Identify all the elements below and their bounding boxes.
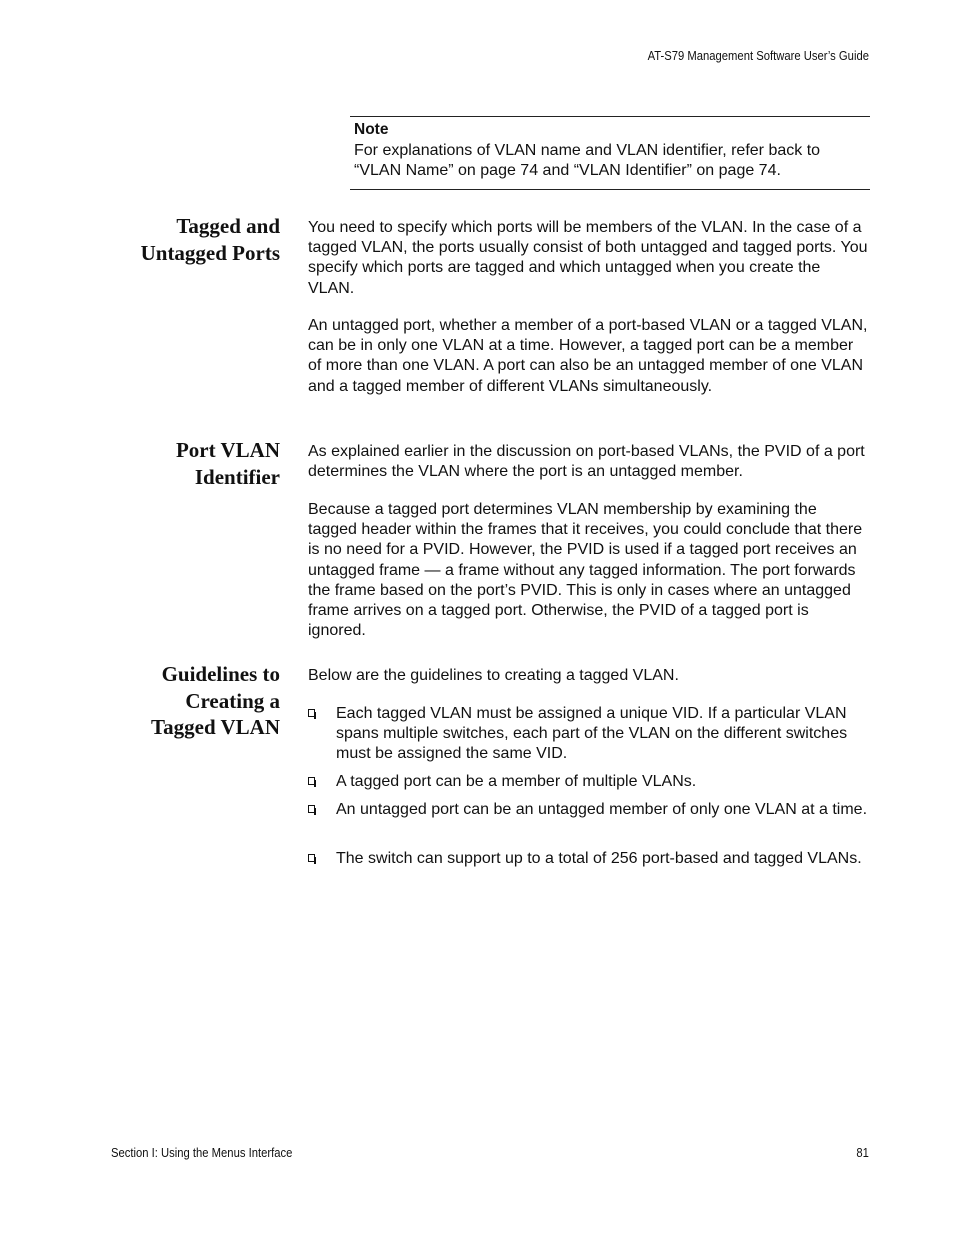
- list-item-text: A tagged port can be a member of multiple VLANs.: [336, 773, 697, 790]
- page-number: 81: [856, 1146, 869, 1160]
- note-label: Note: [354, 121, 389, 138]
- checkbox-bullet-icon: [308, 709, 315, 717]
- heading-line: Tagged and: [176, 214, 280, 238]
- note-box: [350, 116, 870, 190]
- paragraph: An untagged port, whether a member of a port-based VLAN or a tagged VLAN, can be in only one VLAN at a time. However, a tagged port can be a member of more than one VLAN. A port can also be an untagged member of one VLAN and a tagged member of different VLANs simultaneously.: [308, 317, 868, 395]
- section-heading-port-vlan-identifier: [80, 437, 280, 490]
- paragraph: Below are the guidelines to creating a tagged VLAN.: [308, 667, 679, 684]
- paragraph: You need to specify which ports will be members of the VLAN. In the case of a tagged VLAN, the ports usually consist of both untagged and tagged ports. You specify which ports are tagged and which untagged when you create the VLAN.: [308, 219, 868, 297]
- section-heading-tagged-untagged-ports: [80, 213, 280, 266]
- list-item-text: An untagged port can be an untagged member of only one VLAN at a time.: [336, 801, 868, 818]
- section-heading-guidelines-tagged-vlan: [80, 661, 280, 741]
- paragraph: As explained earlier in the discussion on port-based VLANs, the PVID of a port determines the VLAN where the port is an untagged member.: [308, 443, 865, 481]
- list-item-text: Each tagged VLAN must be assigned a unique VID. If a particular VLAN spans multiple switches, each part of the VLAN on the different switches must be assigned the same VID.: [336, 705, 848, 763]
- heading-line: Creating a: [185, 688, 280, 713]
- heading-line: Port VLAN: [175, 438, 280, 462]
- checkbox-bullet-icon: [308, 777, 315, 785]
- heading-line: Identifier: [194, 464, 280, 489]
- heading-line: Tagged VLAN: [151, 715, 280, 739]
- heading-line: Guidelines to: [161, 662, 280, 686]
- checkbox-bullet-icon: [308, 805, 315, 813]
- footer-section: Section I: Using the Menus Interface: [111, 1146, 293, 1160]
- running-header: AT-S79 Management Software User’s Guide: [647, 49, 869, 63]
- list-item-text: The switch can support up to a total of 256 port-based and tagged VLANs.: [336, 850, 862, 867]
- note-text: For explanations of VLAN name and VLAN identifier, refer back to “VLAN Name” on page 74 and “VLAN Identifier” on page 74.: [354, 142, 821, 180]
- heading-line: Untagged Ports: [140, 240, 280, 265]
- paragraph: Because a tagged port determines VLAN membership by examining the tagged header within the frames that it receives, you could conclude that there is no need for a PVID. However, the PVID is used if a tagged port receives an untagged frame — a frame without any tagged information. The port forwards the frame based on the port’s PVID. This is only in cases where an untagged frame arrives on a tagged port. Otherwise, the PVID of a tagged port is ignored.: [308, 501, 863, 640]
- checkbox-bullet-icon: [308, 854, 315, 862]
